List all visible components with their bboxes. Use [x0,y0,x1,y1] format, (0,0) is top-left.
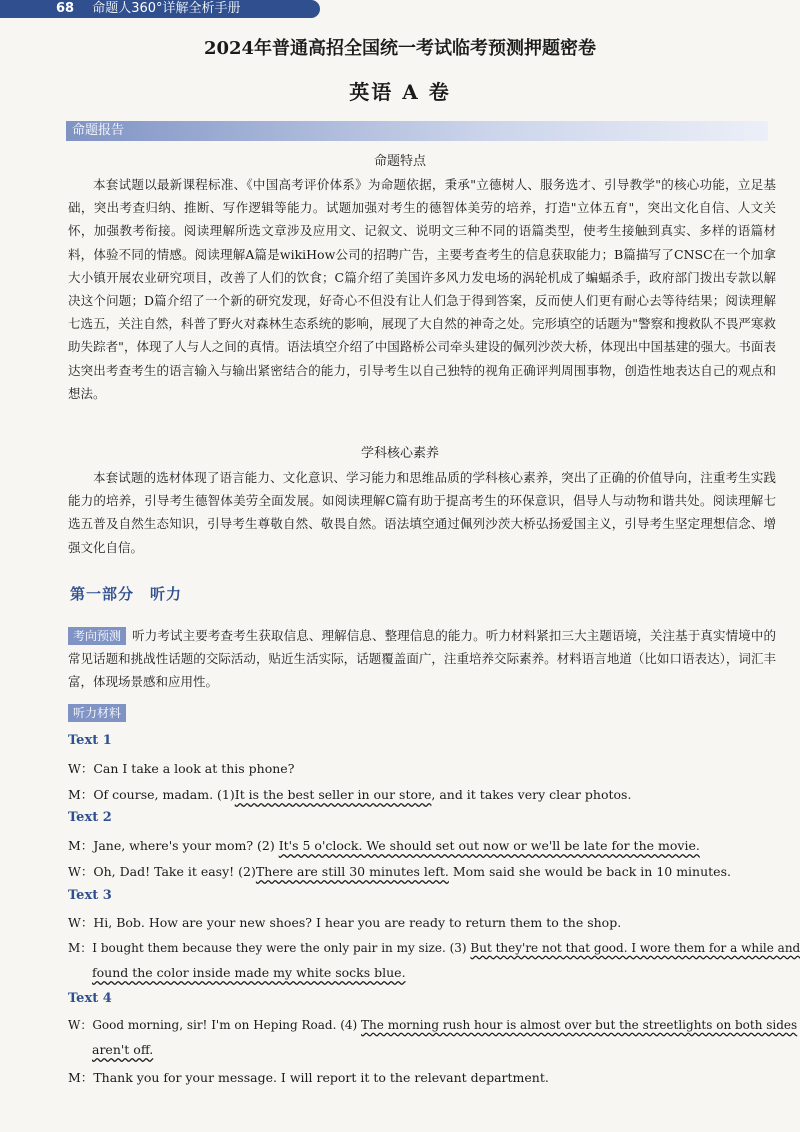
part-one-heading: 第一部分 听力 [70,585,183,603]
exam-title: 2024年普通高招全国统一考试临考预测押题密卷 [203,38,597,59]
book-title: 命题人360°详解全析手册 [92,1,241,16]
text-label: Text 1 [68,733,112,748]
dialogue-continuation [92,965,406,980]
answer-underline: The morning rush hour is almost over but the streetlights on both sides [361,1018,798,1032]
dialogue-line: W：Good morning, sir! I'm on Heping Road. (4) The morning rush hour is almost over but the streetlights on both sides [68,1018,798,1032]
features-paragraph: 本套试题以最新课程标准、《中国高考评价体系》为命题依据，秉承"立德树人、服务选才、引导教学"的核心功能，立足基础，突出考查归纳、推断、写作逻辑等能力。试题加强对考生的德智体美劳的培养，打造"立体五育"，突出文化自信、人文关怀，加强教考衔接。阅读理解所选文章涉及应用文、记叙文、说明文三种不同的语篇类型，使考生接触到真实、多样的语篇材料，体验不同的情感。阅读理解A篇是wikiHow公司的招聘广告，主要考查考生的信息获取能力；B篇描写了CNSC在一个加拿大小镇开展农业研究项目，改善了人们的饮食；C篇介绍了美国许多风力发电场的涡轮机成了蝙蝠杀手，政府部门拨出专款以解决这个问题；D篇介绍了一个新的研究发现，好奇心不但没有让人们急于得到答案，反而使人们更有耐心去等待结果；阅读理解七选五，关注自然，科普了野火对森林生态系统的影响，展现了大自然的神奇之处。完形填空的话题为"警察和搜救队不畏严寒救助失踪者"，体现了人与人之间的真情。语法填空介绍了中国路桥公司牵头建设的佩列沙茨大桥，体现出中国基建的强大。书面表达突出考查考生的语言输入与输出紧密结合的能力，引导考生以自己独特的视角正确评判周围事物，创造性地表达自己的观点和想法。 [68,177,776,401]
answer-underline: found the color inside made my white socks blue. [92,965,406,980]
literacy-paragraph: 本套试题的选材体现了语言能力、文化意识、学习能力和思维品质的学科核心素养，突出了正确的价值导向，注重考生实践能力的培养，引导考生德智体美劳全面发展。如阅读理解C篇有助于提高考生的环保意识，倡导人与动物和谐共处。阅读理解七选五普及自然生态知识，引导考生尊敬自然、敬畏自然。语法填空通过佩列沙茨大桥弘扬爱国主义，引导考生坚定理想信念、增强文化自信。 [68,470,776,555]
text-label: Text 4 [68,991,112,1006]
material-tag: 听力材料 [68,704,126,722]
running-header [0,0,320,18]
dialogue-line: W：Hi, Bob. How are your new shoes? I hear you are ready to return them to the shop. [68,915,622,930]
text-label: Text 2 [68,810,112,825]
answer-underline: aren't off. [92,1042,154,1057]
answer-underline: It's 5 o'clock. We should set out now or we'll be late for the movie. [278,838,700,853]
dialogue-line: W：Can I take a look at this phone? [68,761,295,776]
answer-underline: There are still 30 minutes left. [255,864,449,879]
section-report-bar: 命题报告 [66,121,768,141]
trend-text: 听力考试主要考查考生获取信息、理解信息、整理信息的能力。听力材料紧扣三大主题语境，关注基于真实情境中的常见话题和挑战性话题的交际活动，贴近生活实际，话题覆盖面广，注重培养交际素养。材料语言地道（比如口语表达），词汇丰富，体现场景感和应用性。 [68,628,776,690]
dialogue-line: M：Of course, madam. (1)It is the best seller in our store, and it takes very clear photos. [68,787,632,802]
text-label: Text 3 [68,888,112,903]
dialogue-line: M：Thank you for your message. I will report it to the relevant department. [68,1070,549,1085]
trend-tag: 考向预测 [68,627,126,645]
trend-paragraph [68,624,776,694]
answer-underline: It is the best seller in our store [234,787,432,802]
answer-underline: But they're not that good. I wore them for a while and [470,941,800,955]
dialogue-line: W：Oh, Dad! Take it easy! (2)There are still 30 minutes left. Mom said she would be back in 10 minutes. [68,864,731,879]
exam-subtitle: 英语 A 卷 [349,80,451,104]
dialogue-line: M：I bought them because they were the only pair in my size. (3) But they're not that good. I wore them for a while and [68,941,800,955]
literacy-heading: 学科核心素养 [360,446,439,461]
dialogue-continuation [92,1042,153,1057]
page-number: 68 [56,1,75,16]
features-heading: 命题特点 [373,154,426,169]
dialogue-line: M：Jane, where's your mom? (2) It's 5 o'clock. We should set out now or we'll be late for the movie. [68,838,700,853]
